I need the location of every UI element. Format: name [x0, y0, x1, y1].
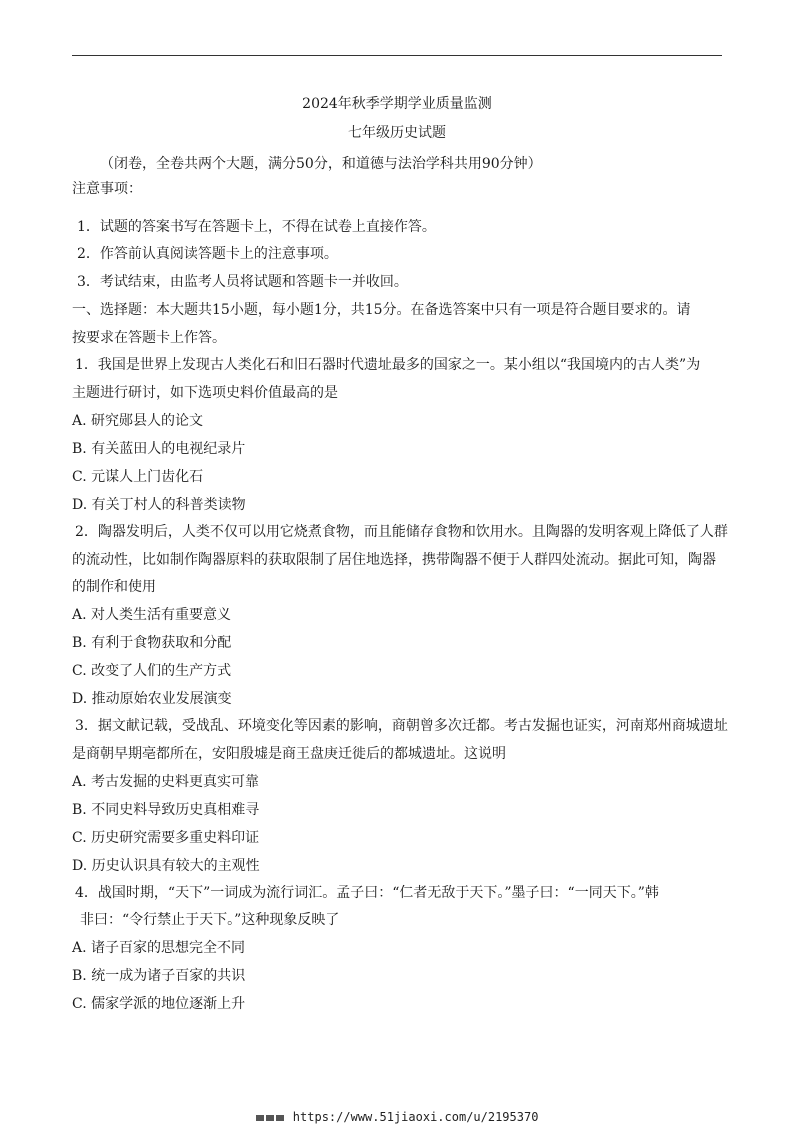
- exam-title: 2024年秋季学期学业质量监测: [302, 96, 492, 112]
- notice-item: 1．试题的答案书写在答题卡上，不得在试卷上直接作答。: [77, 219, 436, 235]
- section-heading: 一、选择题：本大题共15小题，每小题1分，共15分。在备选答案中只有一项是符合题目要求的。请: [72, 302, 691, 318]
- header-rule: [72, 55, 722, 56]
- question-3-option-b: B. 不同史料导致历史真相难寻: [72, 802, 260, 818]
- question-3-stem: 是商朝早期亳都所在，安阳殷墟是商王盘庚迁徙后的都城遗址。这说明: [72, 746, 506, 762]
- question-1-stem: 1．我国是世界上发现古人类化石和旧石器时代遗址最多的国家之一。某小组以“我国境内的古人类”为: [75, 357, 701, 373]
- question-1-option-c: C. 元谋人上门齿化石: [72, 469, 204, 485]
- footer-url[interactable]: https://www.51jiaoxi.com/u/2195370: [292, 1110, 539, 1124]
- question-2-option-a: A. 对人类生活有重要意义: [72, 607, 232, 623]
- watermark-logo-icon: [266, 1115, 274, 1121]
- question-4-option-b: B. 统一成为诸子百家的共识: [72, 968, 246, 984]
- question-1-option-d: D. 有关丁村人的科普类读物: [72, 497, 246, 513]
- question-4-stem: 非曰：“令行禁止于天下。”这种现象反映了: [80, 912, 340, 928]
- notice-item: 3．考试结束，由监考人员将试题和答题卡一并收回。: [77, 274, 408, 290]
- question-3-stem: 3．据文献记载，受战乱、环境变化等因素的影响，商朝曾多次迁都。考古发掘也证实，河南郑州商城遗址: [75, 718, 728, 734]
- watermark-logo-icon: [256, 1115, 264, 1121]
- question-2-option-d: D. 推动原始农业发展演变: [72, 691, 232, 707]
- exam-info: （闭卷，全卷共两个大题，满分50分，和道德与法治学科共用90分钟）: [100, 156, 542, 172]
- question-1-stem: 主题进行研讨，如下选项史料价值最高的是: [72, 385, 338, 401]
- exam-subtitle: 七年级历史试题: [348, 125, 446, 141]
- question-2-option-c: C. 改变了人们的生产方式: [72, 663, 232, 679]
- question-4-stem: 4．战国时期，“天下”一词成为流行词汇。孟子曰：“仁者无敌于天下。”墨子曰：“一同天下。”韩: [75, 885, 659, 901]
- question-2-stem: 2．陶器发明后，人类不仅可以用它烧煮食物，而且能储存食物和饮用水。且陶器的发明客观上降低了人群: [75, 524, 728, 540]
- question-1-option-a: A. 研究郧县人的论文: [72, 413, 204, 429]
- question-2-stem: 的制作和使用: [72, 579, 156, 595]
- section-heading-cont: 按要求在答题卡上作答。: [72, 330, 226, 346]
- question-3-option-c: C. 历史研究需要多重史料印证: [72, 830, 260, 846]
- notice-heading: 注意事项：: [72, 181, 142, 197]
- watermark-logo-icon: [276, 1115, 284, 1121]
- question-2-stem: 的流动性，比如制作陶器原料的获取限制了居住地选择，携带陶器不便于人群四处流动。据此可知，陶器: [72, 552, 716, 568]
- question-2-option-b: B. 有利于食物获取和分配: [72, 635, 232, 651]
- question-4-option-c: C. 儒家学派的地位逐渐上升: [72, 996, 246, 1012]
- footer-watermark: [0, 1110, 794, 1124]
- question-4-option-a: A. 诸子百家的思想完全不同: [72, 940, 246, 956]
- question-3-option-d: D. 历史认识具有较大的主观性: [72, 858, 260, 874]
- question-3-option-a: A. 考古发掘的史料更真实可靠: [72, 774, 260, 790]
- question-1-option-b: B. 有关蓝田人的电视纪录片: [72, 441, 246, 457]
- notice-item: 2．作答前认真阅读答题卡上的注意事项。: [77, 246, 338, 262]
